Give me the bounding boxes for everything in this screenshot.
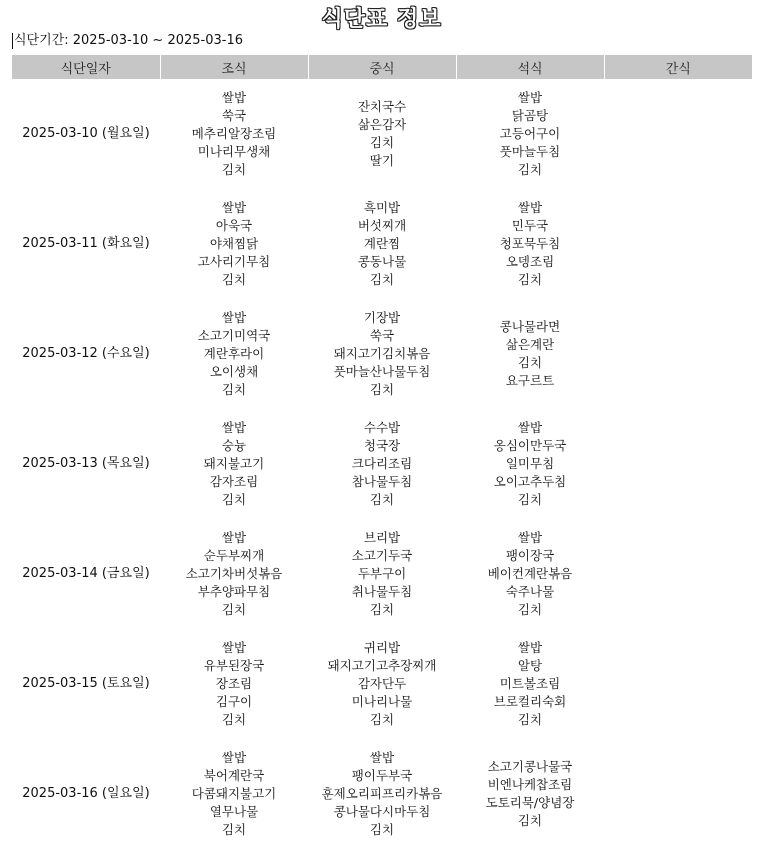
dish-item: 귀리밥 (363, 640, 401, 655)
page-title: 식단표 정보 (321, 7, 442, 32)
dish-item: 김치 (369, 382, 395, 397)
dish-item: 돼지불고기 (203, 456, 265, 471)
dish-item: 김치 (369, 712, 395, 727)
dish-item: 미나리무생채 (197, 144, 271, 159)
menu-date: 2025-03-14 (금요일) (22, 566, 150, 581)
dish-item: 김구이 (215, 694, 253, 709)
dish-item: 딸기 (369, 153, 395, 168)
dish-item: 소고기두국 (351, 548, 413, 563)
dish-item: 쌀밥 (517, 90, 543, 105)
dish-item: 미나리나물 (351, 694, 413, 709)
dish-item: 알탕 (517, 658, 543, 673)
menu-cell-breakfast (160, 79, 308, 189)
dish-item: 김치 (221, 272, 247, 287)
dish-item: 콩동나물 (357, 254, 407, 269)
dish-item: 잔치국수 (357, 99, 407, 114)
dish-item: 도토리묵/양념장 (485, 795, 575, 810)
menu-cell-dinner (456, 629, 604, 739)
dish-item: 콩나물라면 (499, 319, 561, 334)
dish-item: 팽이두부국 (351, 768, 413, 783)
dish-item: 미트볼조림 (499, 676, 561, 691)
table-row (12, 299, 752, 409)
dish-item: 김치 (369, 272, 395, 287)
menu-cell-dinner (456, 739, 604, 849)
dish-item: 브로컬리숙회 (493, 694, 567, 709)
dish-item: 계란후라이 (203, 346, 265, 361)
dish-item: 숙주나물 (505, 584, 555, 599)
table-row (12, 79, 752, 189)
dish-item: 숭늉 (221, 438, 247, 453)
dish-item: 참나물두침 (351, 474, 413, 489)
menu-cell-breakfast (160, 629, 308, 739)
dish-item: 고등어구이 (499, 126, 561, 141)
menu-cell-snack (604, 739, 752, 849)
dish-item: 장조림 (215, 676, 253, 691)
dish-item: 소고기미역국 (197, 328, 271, 343)
dish-item: 기장밥 (363, 310, 401, 325)
dish-item: 쌀밥 (517, 530, 543, 545)
menu-cell-snack (604, 519, 752, 629)
menu-date: 2025-03-16 (일요일) (22, 786, 150, 801)
menu-date: 2025-03-11 (화요일) (22, 236, 150, 251)
menu-cell-snack (604, 299, 752, 409)
dish-item: 훈제오리피프리카볶음 (321, 786, 443, 801)
menu-cell-dinner (456, 409, 604, 519)
dish-item: 감자단두 (357, 676, 407, 691)
menu-cell-snack (604, 189, 752, 299)
dish-item: 김치 (221, 822, 247, 837)
header-lunch: 중식 (308, 55, 456, 79)
dish-item: 김치 (517, 492, 543, 507)
menu-cell-lunch (308, 79, 456, 189)
period-label: 식단기간 (14, 33, 65, 48)
dish-item: 메추리알장조림 (191, 126, 277, 141)
dish-item: 돼지고기고추장찌개 (327, 658, 437, 673)
period-value: 2025-03-10 ~ 2025-03-16 (72, 33, 244, 48)
dish-item: 베이컨계란볶음 (487, 566, 573, 581)
menu-date: 2025-03-10 (월요일) (22, 126, 150, 141)
menu-cell-lunch (308, 409, 456, 519)
dish-item: 쑥국 (221, 108, 247, 123)
dish-item: 쌀밥 (221, 530, 247, 545)
menu-date: 2025-03-13 (목요일) (22, 456, 150, 471)
dish-item: 수수밥 (363, 420, 401, 435)
dish-item: 흑미밥 (363, 200, 401, 215)
menu-body (12, 79, 752, 849)
dish-item: 김치 (517, 712, 543, 727)
dish-item: 풋마늘두침 (499, 144, 561, 159)
dish-item: 풋마늘산나물두침 (333, 364, 431, 379)
table-row (12, 739, 752, 849)
dish-item: 쌀밥 (517, 420, 543, 435)
dish-item: 아욱국 (215, 218, 253, 233)
dish-item: 민두국 (511, 218, 549, 233)
menu-date: 2025-03-15 (토요일) (22, 676, 150, 691)
menu-cell-dinner (456, 79, 604, 189)
dish-item: 팽이장국 (505, 548, 555, 563)
dish-item: 감자조림 (209, 474, 259, 489)
menu-table (12, 55, 752, 849)
dish-item: 크다리조림 (351, 456, 413, 471)
dish-item: 쌀밥 (221, 310, 247, 325)
menu-period: 식단기간: 2025-03-10 ~ 2025-03-16 (14, 33, 244, 48)
dish-item: 다콤돼지불고기 (191, 786, 277, 801)
dish-item: 김치 (221, 382, 247, 397)
dish-item: 유부된장국 (203, 658, 265, 673)
dish-item: 김치 (517, 813, 543, 828)
dish-item: 콩나물다시마두침 (333, 804, 431, 819)
dish-item: 소고기차버섯볶음 (185, 566, 283, 581)
dish-item: 쑥국 (369, 328, 395, 343)
dish-item: 청국장 (363, 438, 401, 453)
dish-item: 김치 (369, 822, 395, 837)
menu-cell-lunch (308, 299, 456, 409)
dish-item: 열무나물 (209, 804, 259, 819)
dish-item: 청포묵두침 (499, 236, 561, 251)
header-snack: 간식 (604, 55, 752, 79)
dish-item: 두부구이 (357, 566, 407, 581)
dish-item: 소고기콩나물국 (487, 759, 573, 774)
dish-item: 쌀밥 (517, 200, 543, 215)
dish-item: 오이생채 (209, 364, 259, 379)
menu-cell-dinner (456, 299, 604, 409)
dish-item: 고사리기무침 (197, 254, 271, 269)
menu-cell-breakfast (160, 189, 308, 299)
table-header-row (12, 55, 752, 79)
header-date: 식단일자 (12, 55, 160, 79)
menu-cell-lunch (308, 519, 456, 629)
dish-item: 삶은계란 (505, 337, 555, 352)
dish-item: 김치 (517, 162, 543, 177)
menu-date: 2025-03-12 (수요일) (22, 346, 150, 361)
table-row (12, 519, 752, 629)
dish-item: 오이고추두침 (493, 474, 567, 489)
header-dinner: 석식 (456, 55, 604, 79)
menu-cell-snack (604, 409, 752, 519)
dish-item: 오뎅조림 (505, 254, 555, 269)
dish-item: 삶은감자 (357, 117, 407, 132)
menu-cell-dinner (456, 519, 604, 629)
table-row (12, 409, 752, 519)
dish-item: 김치 (221, 602, 247, 617)
menu-cell-breakfast (160, 299, 308, 409)
menu-cell-lunch (308, 629, 456, 739)
dish-item: 계란찜 (363, 236, 401, 251)
dish-item: 쌀밥 (221, 750, 247, 765)
dish-item: 쌀밥 (221, 90, 247, 105)
dish-item: 쌀밥 (517, 640, 543, 655)
dish-item: 쌀밥 (221, 200, 247, 215)
dish-item: 닭곰탕 (511, 108, 549, 123)
menu-cell-lunch (308, 189, 456, 299)
menu-cell-snack (604, 629, 752, 739)
dish-item: 브리밥 (363, 530, 401, 545)
dish-item: 돼지고기김치볶음 (333, 346, 431, 361)
menu-cell-breakfast (160, 519, 308, 629)
dish-item: 북어계란국 (203, 768, 265, 783)
dish-item: 쌀밥 (221, 640, 247, 655)
header-breakfast: 조식 (160, 55, 308, 79)
dish-item: 김치 (517, 355, 543, 370)
dish-item: 쌀밥 (369, 750, 395, 765)
dish-item: 순두부찌개 (203, 548, 265, 563)
dish-item: 김치 (221, 492, 247, 507)
menu-cell-dinner (456, 189, 604, 299)
menu-cell-breakfast (160, 409, 308, 519)
dish-item: 김치 (517, 602, 543, 617)
menu-cell-snack (604, 79, 752, 189)
dish-item: 취나물두침 (351, 584, 413, 599)
dish-item: 쌀밥 (221, 420, 247, 435)
dish-item: 부추양파무침 (197, 584, 271, 599)
dish-item: 야채찜닭 (209, 236, 259, 251)
dish-item: 옹심이만두국 (493, 438, 567, 453)
dish-item: 비엔나케찹조림 (487, 777, 573, 792)
table-row (12, 629, 752, 739)
dish-item: 김치 (221, 712, 247, 727)
dish-item: 김치 (221, 162, 247, 177)
dish-item: 버섯찌개 (357, 218, 407, 233)
dish-item: 김치 (517, 272, 543, 287)
menu-cell-breakfast (160, 739, 308, 849)
dish-item: 김치 (369, 602, 395, 617)
dish-item: 요구르트 (505, 373, 555, 388)
dish-item: 김치 (369, 135, 395, 150)
dish-item: 일미무침 (505, 456, 555, 471)
menu-cell-lunch (308, 739, 456, 849)
table-row (12, 189, 752, 299)
dish-item: 김치 (369, 492, 395, 507)
